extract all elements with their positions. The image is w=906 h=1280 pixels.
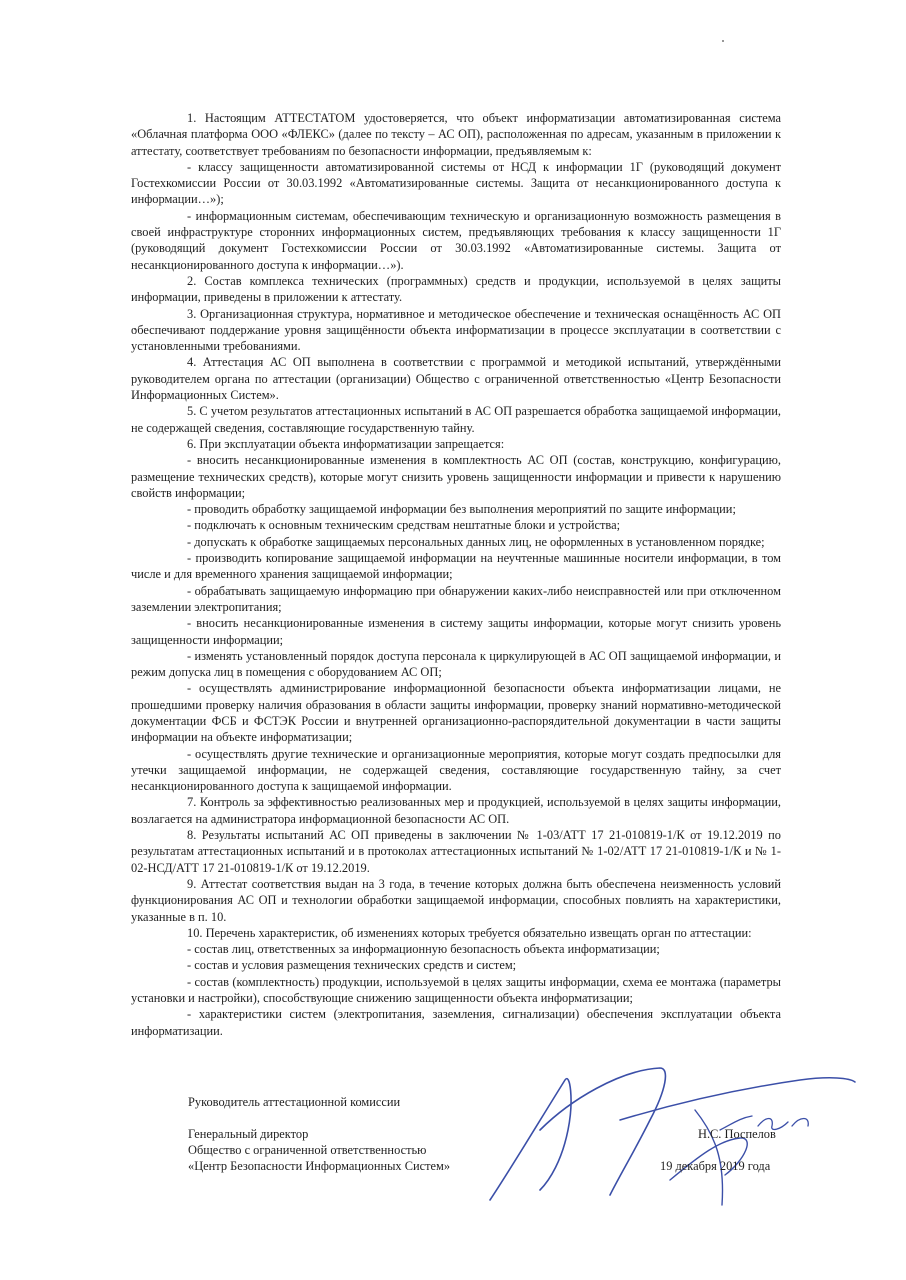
signer-name: Н.С. Поспелов bbox=[698, 1127, 776, 1141]
signing-date: 19 декабря 2019 года bbox=[660, 1159, 771, 1173]
scan-speck bbox=[722, 40, 724, 42]
paragraph-1-item-1: - классу защищенности автоматизированной системы от НСД к информации 1Г (руководящий документ Гостехкомиссии России от 30.03.1992 «Автоматизированные системы. Защита от несанкционированного доступа к информации…»); bbox=[131, 159, 781, 207]
characteristic-item: - состав лиц, ответственных за информационную безопасность объекта информатизации; bbox=[187, 942, 660, 957]
paragraph-3: 3. Организационная структура, нормативное и методическое обеспечение и техническая оснащённость АС ОП обеспечивают поддержание уровня защищённости объекта информатизации в процессе эксплуатации в соответствии с установленными требованиями. bbox=[131, 306, 781, 354]
signer-position: Генеральный директор bbox=[188, 1127, 309, 1141]
prohibition-item: - производить копирование защищаемой информации на неучтенные машинные носители информации, в том числе и для временного хранения защищаемой информации; bbox=[131, 551, 781, 582]
prohibition-item: - осуществлять другие технические и организационные мероприятия, которые могут создать предпосылки для утечки защищаемой информации, не содержащей сведения, составляющие государственную тайну, за счет несанкционированного доступа к защищаемой информации. bbox=[131, 746, 781, 794]
prohibition-item: - изменять установленный порядок доступа персонала к циркулирующей в АС ОП защищаемой информации, и режим допуска лиц в помещения с оборудованием АС ОП; bbox=[131, 648, 781, 680]
paragraph-9: 9. Аттестат соответствия выдан на 3 года, в течение которых должна быть обеспечена неизменность условий функционирования АС ОП и технологии обработки защищаемой информации, способных повлиять на характеристики, указанные в п. 10. bbox=[131, 876, 781, 924]
prohibition-item: - вносить несанкционированные изменения в комплектность АС ОП (состав, конструкцию, конфигурацию, размещение технических средств), которые могут снизить уровень защищенности информации и привести к нарушению свойств информации; bbox=[131, 453, 781, 500]
organization-line-2: «Центр Безопасности Информационных Систем» bbox=[188, 1159, 451, 1173]
prohibition-item: - вносить несанкционированные изменения в систему защиты информации, которые могут снизить уровень защищенности информации; bbox=[131, 616, 781, 647]
commission-head-label: Руководитель аттестационной комиссии bbox=[188, 1095, 401, 1109]
certificate-body bbox=[131, 110, 781, 1039]
organization-line-1: Общество с ограниченной ответственностью bbox=[188, 1143, 427, 1157]
paragraph-4: 4. Аттестация АС ОП выполнена в соответствии с программой и методикой испытаний, утверждёнными руководителем органа по аттестации (организации) Общество с ограниченной ответственностью «Центр Безопасности Информационных Систем». bbox=[131, 355, 781, 403]
paragraph-1-item-2: - информационным системам, обеспечивающим техническую и организационную возможность размещения в своей инфраструктуре сторонних информационных систем, предъявляющих требования к классу защищенности 1Г (руководящий документ Гостехкомиссии России от 30.03.1992 «Автоматизированные системы. Защита от несанкционированного доступа к информации…»). bbox=[131, 208, 781, 272]
paragraph-5: 5. С учетом результатов аттестационных испытаний в АС ОП разрешается обработка защищаемой информации, не содержащей сведения, составляющие государственную тайну. bbox=[131, 404, 781, 435]
paragraph-7: 7. Контроль за эффективностью реализованных мер и продукцией, используемой в целях защиты информации, возлагается на администратора информационной безопасности АС ОП. bbox=[131, 795, 781, 826]
characteristic-item: - состав и условия размещения технических средств и систем; bbox=[187, 958, 517, 973]
paragraph-8: 8. Результаты испытаний АС ОП приведены в заключении № 1-03/АТТ 17 21-010819-1/К от 19.12.2019 по результатам аттестационных испытаний и в протоколах аттестационных испытаний № 1-02/АТТ 17 21-010819-1/К и № 1-02-НСД/АТТ 17 21-010819-1/К от 19.12.2019. bbox=[131, 828, 781, 875]
characteristic-item: - состав (комплектность) продукции, используемой в целях защиты информации, схема ее монтажа (параметры установки и настройки), способствующие снижению защищенности объекта информатизации; bbox=[131, 974, 781, 1006]
paragraph-6: 6. При эксплуатации объекта информатизации запрещается: bbox=[187, 436, 505, 451]
prohibition-item: - осуществлять администрирование информационной безопасности объекта информатизации лицами, не прошедшими проверку наличия образования в области защиты информации, проверку знаний нормативно-методической документации ФСБ и ФСТЭК России и внутренней организационно-распорядительной документации в части защиты информации на объекте информатизации; bbox=[131, 681, 781, 745]
prohibition-item: - допускать к обработке защищаемых персональных данных лиц, не оформленных в установленном порядке; bbox=[187, 534, 765, 549]
paragraph-1: 1. Настоящим АТТЕСТАТОМ удостоверяется, что объект информатизации автоматизированная система «Облачная платформа ООО «ФЛЕКС» (далее по тексту – АС ОП), расположенная по адресам, указанным в приложении к аттестату, соответствует требованиям по безопасности информации, предъявляемым к: bbox=[131, 111, 781, 158]
characteristic-item: - характеристики систем (электропитания, заземления, сигнализации) обеспечения эксплуатации объекта информатизации. bbox=[131, 1007, 781, 1038]
paragraph-10: 10. Перечень характеристик, об изменениях которых требуется обязательно извещать орган по аттестации: bbox=[187, 925, 752, 940]
prohibition-item: - подключать к основным техническим средствам нештатные блоки и устройства; bbox=[187, 518, 621, 533]
paragraph-2: 2. Состав комплекса технических (программных) средств и продукции, используемой в целях защиты информации, приведены в приложении к аттестату. bbox=[131, 273, 781, 305]
handwritten-signature bbox=[470, 1060, 870, 1210]
prohibition-item: - обрабатывать защищаемую информацию при обнаружении каких-либо неисправностей или при отключенном заземлении электропитания; bbox=[131, 583, 781, 614]
prohibition-item: - проводить обработку защищаемой информации без выполнения мероприятий по защите информации; bbox=[187, 502, 736, 517]
